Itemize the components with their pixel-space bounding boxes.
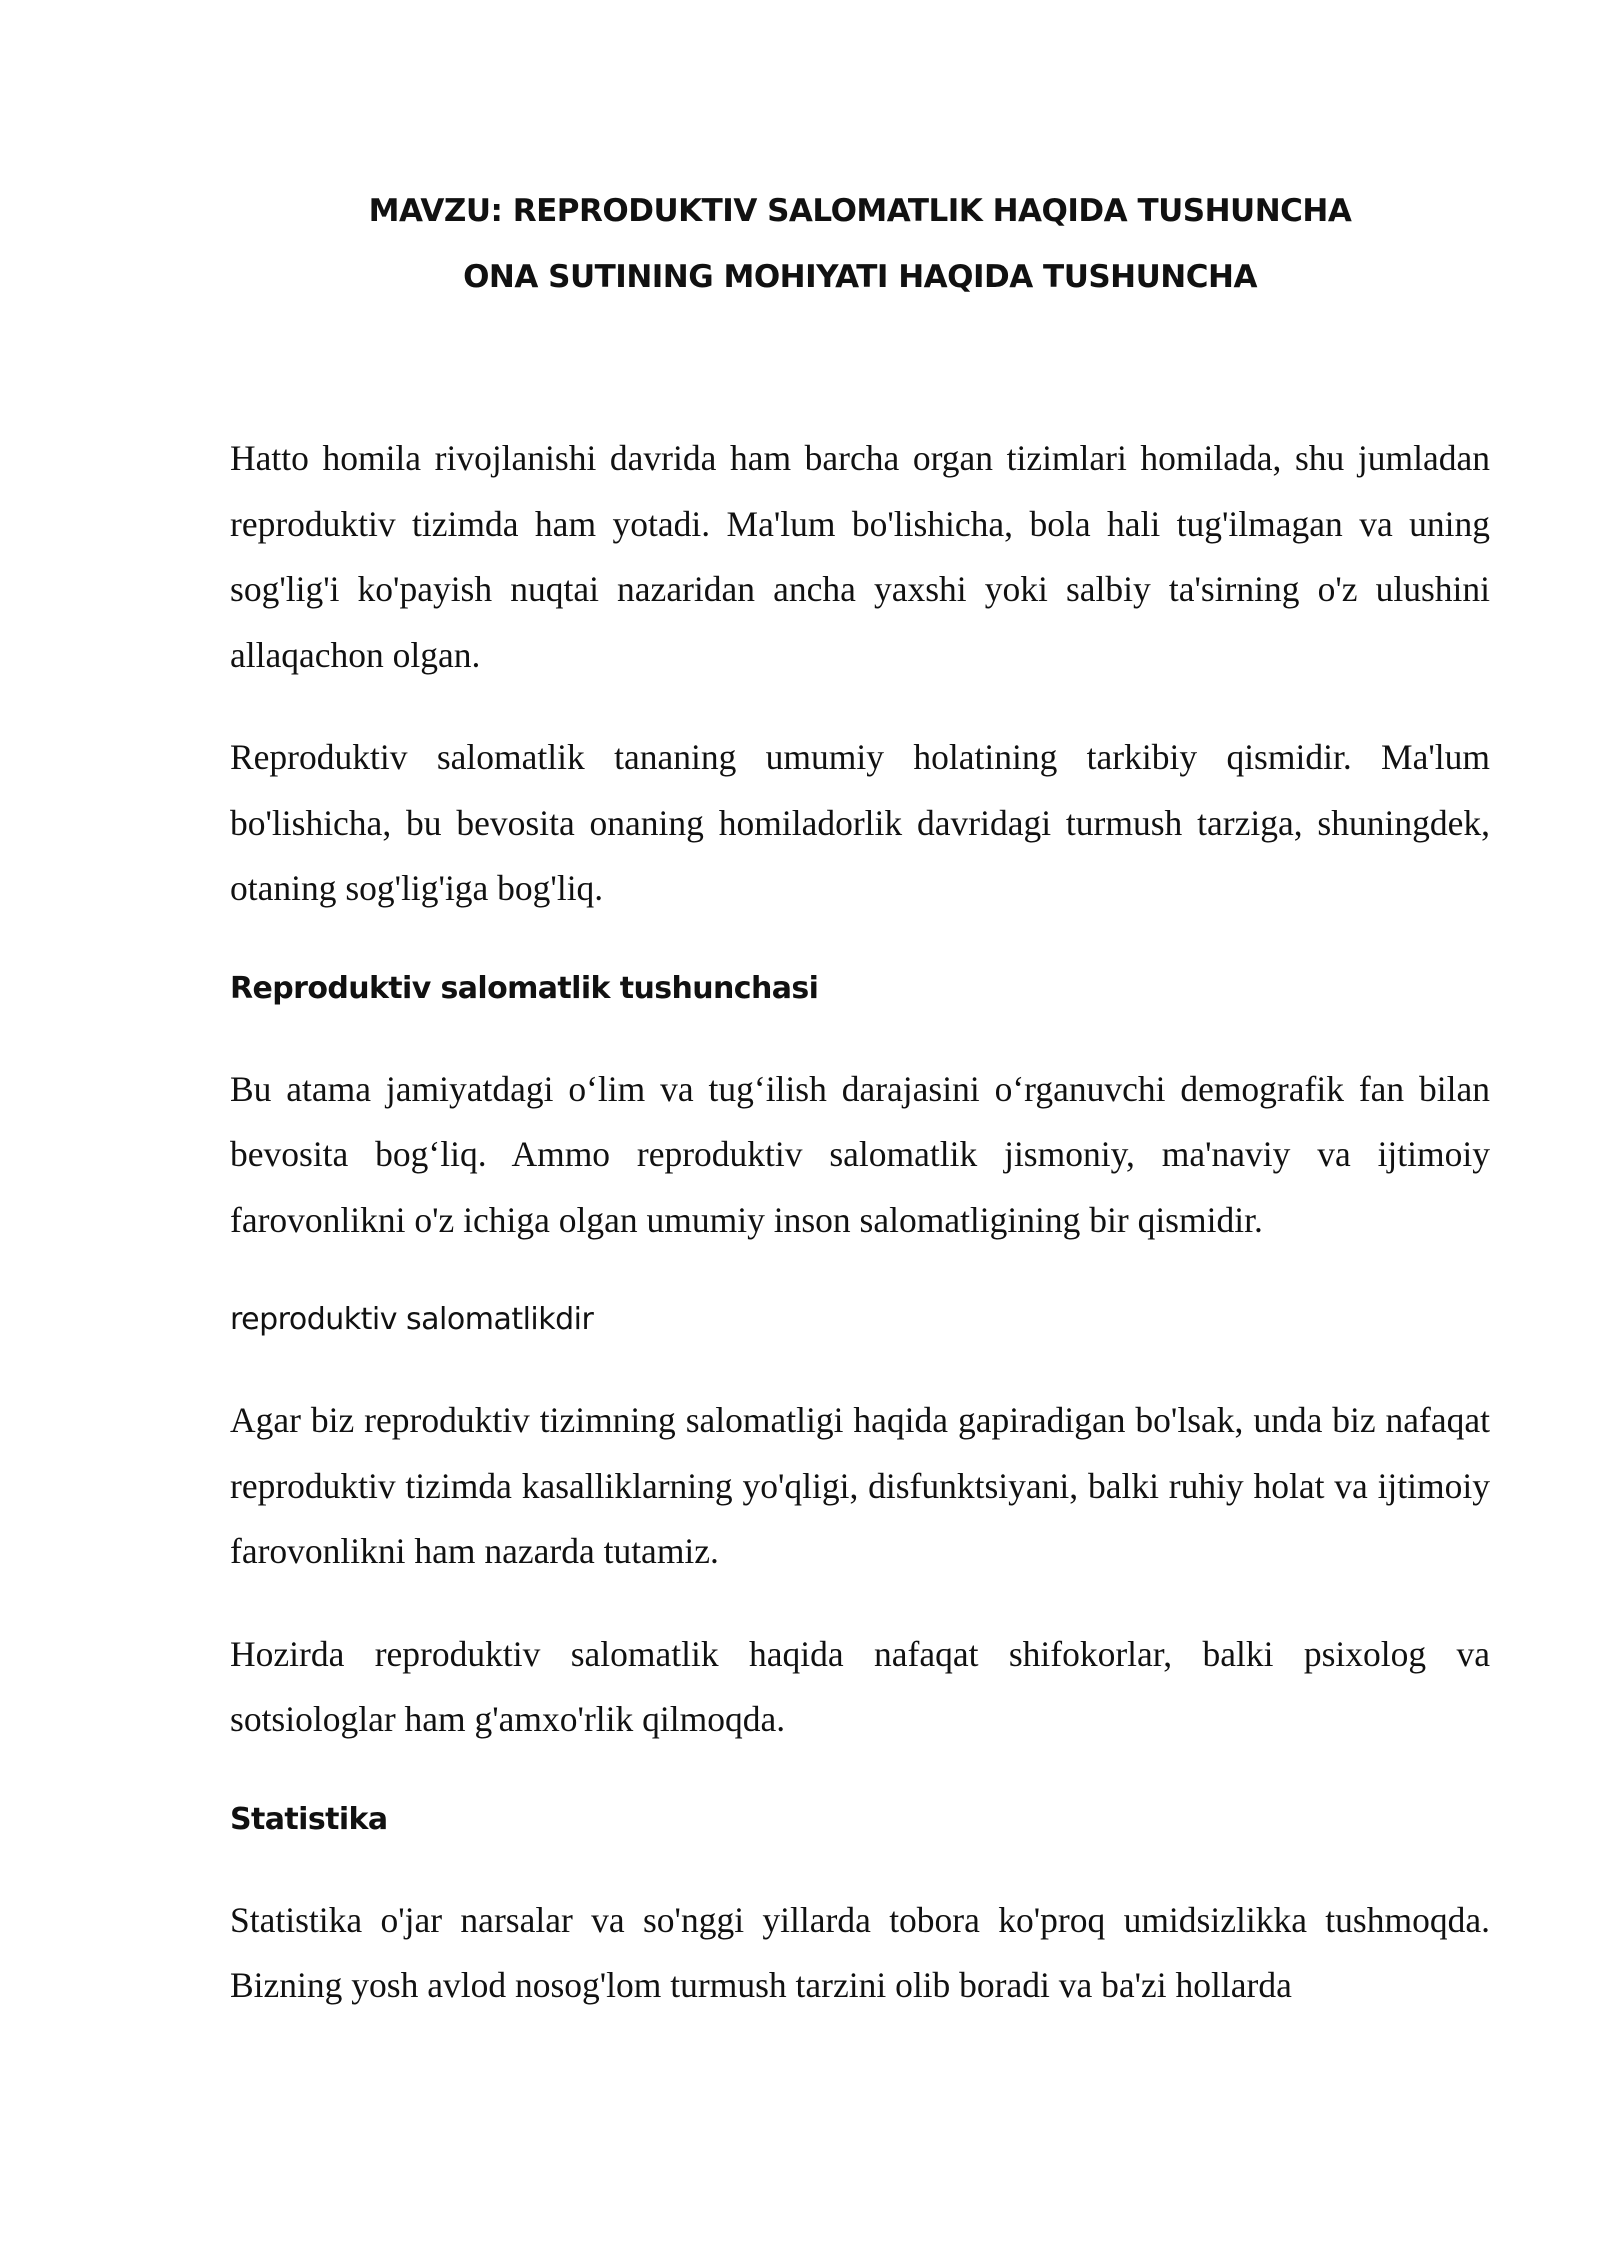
paragraph-4: Agar biz reproduktiv tizimning salomatligi haqida gapiradigan bo'lsak, unda biz nafaqat reproduktiv tizimda kasalliklarning yo'qligi, disfunktsiyani, balki ruhiy holat va ijtimoiy farovonlikni ham nazarda tutamiz. [230, 1400, 1490, 1571]
section-heading-concept: Reproduktiv salomatlik tushunchasi [230, 970, 819, 1006]
document-body [230, 426, 1490, 2056]
title-line-2: ONA SUTINING MOHIYATI HAQIDA TUSHUNCHA [463, 259, 1257, 295]
paragraph-2: Reproduktiv salomatlik tananing umumiy holatining tarkibiy qismidir. Ma'lum bo'lishicha, bu bevosita onaning homiladorlik davridagi turmush tarziga, shuningdek, otaning sog'lig'iga bog'liq. [230, 737, 1490, 908]
title-line-1: MAVZU: REPRODUKTIV SALOMATLIK HAQIDA TUSHUNCHA [368, 193, 1352, 229]
document-title [230, 178, 1490, 310]
paragraph-6: Statistika o'jar narsalar va so'nggi yillarda tobora ko'proq umidsizlikka tushmoqda. Bizning yosh avlod nosog'lom turmush tarzini olib boradi va ba'zi hollarda [230, 1899, 1490, 2005]
paragraph-5: Hozirda reproduktiv salomatlik haqida nafaqat shifokorlar, balki psixolog va sotsiologlar ham g'amxo'rlik qilmoqda. [230, 1633, 1490, 1739]
paragraph-1: Hatto homila rivojlanishi davrida ham barcha organ tizimlari homilada, shu jumladan reproduktiv tizimda ham yotadi. Ma'lum bo'lishicha, bola hali tug'ilmagan va uning sog'lig'i ko'payish nuqtai nazaridan ancha yaxshi yoki salbiy ta'sirning o'z ulushini allaqachon olgan. [230, 438, 1490, 675]
paragraph-3: Bu atama jamiyatdagi o‘lim va tug‘ilish darajasini o‘rganuvchi demografik fan bilan bevosita bog‘liq. Ammo reproduktiv salomatlik jismoniy, ma'naviy va ijtimoiy farovonlikni o'z ichiga olgan umumiy inson salomatligining bir qismidir. [230, 1068, 1490, 1240]
section-heading-statistics: Statistika [230, 1801, 388, 1837]
subheading-reproductive-health: reproduktiv salomatlikdir [230, 1302, 594, 1337]
